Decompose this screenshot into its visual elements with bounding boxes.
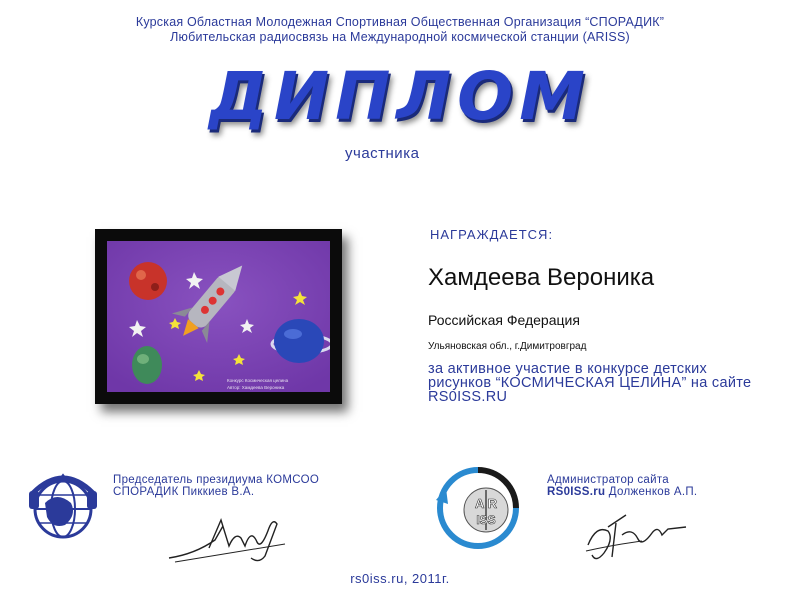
right-signatory-line-1: Администратор сайта bbox=[547, 474, 669, 486]
diploma-title: ДИПЛОМ bbox=[209, 58, 591, 135]
drawing-caption-2: Автор: Хамдеева Вероника bbox=[227, 385, 285, 390]
children-drawing bbox=[107, 241, 330, 392]
right-signature-icon bbox=[582, 505, 692, 567]
left-signature-icon bbox=[165, 498, 290, 568]
right-signatory-line-2 bbox=[547, 486, 697, 498]
site-name: RS0ISS.ru bbox=[547, 486, 606, 498]
award-reason: за активное участие в конкурсе детских рисунков “КОСМИЧЕСКАЯ ЦЕЛИНА” на сайте RS0ISS.RU bbox=[428, 361, 752, 405]
ariss-logo-icon bbox=[432, 464, 524, 552]
footer-text: rs0iss.ru, 2011г. bbox=[350, 571, 450, 586]
green-planet bbox=[132, 346, 162, 384]
recipient-region: Ульяновская обл., г.Димитровград bbox=[428, 341, 587, 352]
recipient-name: Хамдеева Вероника bbox=[428, 264, 655, 291]
left-signatory-line-1: Председатель президиума КОМСОО bbox=[113, 474, 320, 486]
right-signatory-name: Долженков А.П. bbox=[605, 486, 698, 498]
recipient-country: Российская Федерация bbox=[428, 312, 580, 328]
blue-planet bbox=[274, 319, 324, 363]
left-signatory-line-2: СПОРАДИК Пиккиев В.А. bbox=[113, 486, 255, 498]
ariss-text-bottom: ISS bbox=[476, 513, 496, 527]
right-signatory bbox=[547, 474, 697, 498]
awarded-label: НАГРАЖДАЕТСЯ: bbox=[430, 227, 554, 242]
comsoo-globe-icon bbox=[27, 463, 99, 553]
left-signatory bbox=[113, 474, 319, 498]
organization-line-2: Любительская радиосвязь на Международной космической станции (ARISS) bbox=[170, 30, 630, 44]
drawing-frame bbox=[95, 229, 342, 404]
organization-line-1: Курская Областная Молодежная Спортивная Общественная Организация “СПОРАДИК” bbox=[135, 15, 665, 29]
ariss-text-top: A R bbox=[475, 496, 497, 511]
drawing-caption-1: Конкурс Космическая целина bbox=[227, 378, 289, 383]
red-planet bbox=[129, 262, 167, 300]
diploma-subtitle: участника bbox=[345, 145, 420, 162]
